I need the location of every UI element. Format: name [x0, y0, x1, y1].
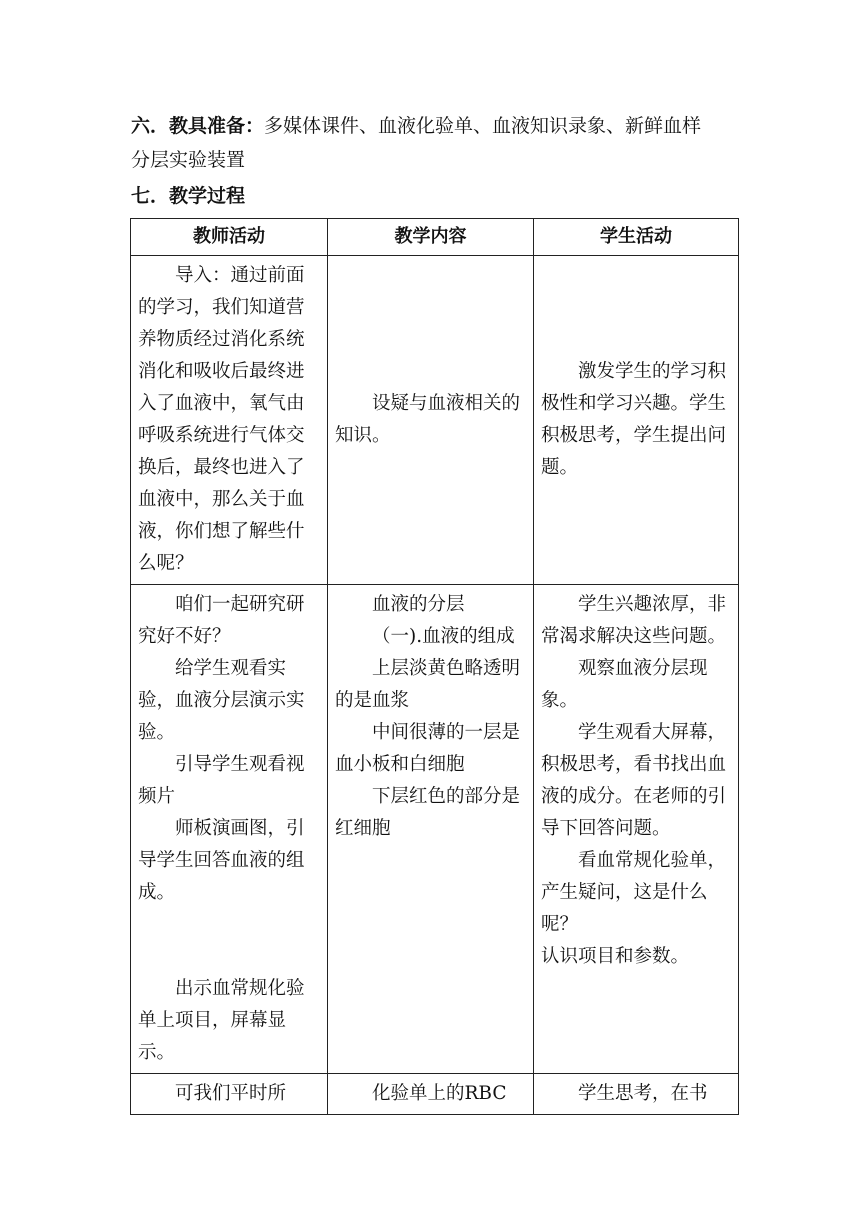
teaching-process-table [130, 218, 739, 1115]
cell-paragraph: 看血常规化验单，产生疑问，这是什么呢？ [541, 850, 727, 935]
section-6-line [131, 112, 701, 140]
section-6-text-continued: 分层实验装置 [131, 149, 246, 171]
table-row [131, 256, 739, 585]
cell-teacher [131, 256, 328, 585]
cell-teacher [131, 585, 328, 1074]
cell-student [534, 1074, 739, 1115]
cell-content [328, 585, 534, 1074]
cell-paragraph: 师板演画图，引导学生回答血液的组成。 [138, 818, 305, 903]
section-7-heading: 七．教学过程 [131, 185, 246, 207]
cell-text: 设疑与血液相关的知识。 [335, 393, 521, 446]
cell-student [534, 256, 739, 585]
cell-content [328, 1074, 534, 1115]
cell-paragraph: 观察血液分层现象。 [541, 658, 708, 711]
cell-paragraph: 咱们一起研究研究好不好？ [138, 594, 305, 647]
header-teacher-activity: 教师活动 [131, 219, 328, 256]
cell-text: 化验单上的RBC [372, 1083, 507, 1104]
cell-paragraph: 血液的分层 [372, 594, 465, 615]
header-teaching-content: 教学内容 [328, 219, 534, 256]
cell-text: 可我们平时所 [175, 1083, 287, 1104]
header-student-activity: 学生活动 [534, 219, 739, 256]
cell-text: 学生思考，在书 [578, 1083, 708, 1104]
cell-text: 导入：通过前面的学习，我们知道营养物质经过消化系统消化和吸收后最终进入了血液中，氧气由呼吸系统进行气体交换后，最终也进入了血液中，那么关于血液，你们想了解些什么呢？ [138, 265, 305, 574]
cell-content [328, 256, 534, 585]
table-row [131, 585, 739, 1074]
cell-student [534, 585, 739, 1074]
cell-paragraph: 中间很薄的一层是血小板和白细胞 [335, 722, 521, 775]
cell-paragraph: 给学生观看实验，血液分层演示实验。 [138, 658, 305, 743]
cell-teacher [131, 1074, 328, 1115]
cell-paragraph: 学生兴趣浓厚，非常渴求解决这些问题。 [541, 594, 727, 647]
cell-paragraph: 认识项目和参数。 [541, 946, 690, 967]
cell-paragraph: 学生观看大屏幕，积极思考，看书找出血液的成分。在老师的引导下回答问题。 [541, 722, 727, 839]
section-6-heading: 六．教具准备： [131, 115, 265, 137]
cell-paragraph: 上层淡黄色略透明的是血浆 [335, 658, 521, 711]
cell-text: 激发学生的学习积极性和学习兴趣。学生积极思考，学生提出问题。 [541, 361, 727, 478]
section-6-text: 多媒体课件、血液化验单、血液知识录象、新鲜血样 [264, 115, 702, 137]
cell-paragraph: 下层红色的部分是红细胞 [335, 786, 521, 839]
cell-paragraph: 引导学生观看视频片 [138, 754, 305, 807]
cell-paragraph: 出示血常规化验单上项目，屏幕显示。 [138, 978, 305, 1063]
table-row [131, 1074, 739, 1115]
table-header-row [131, 219, 739, 256]
cell-paragraph: （一).血液的组成 [372, 626, 515, 647]
